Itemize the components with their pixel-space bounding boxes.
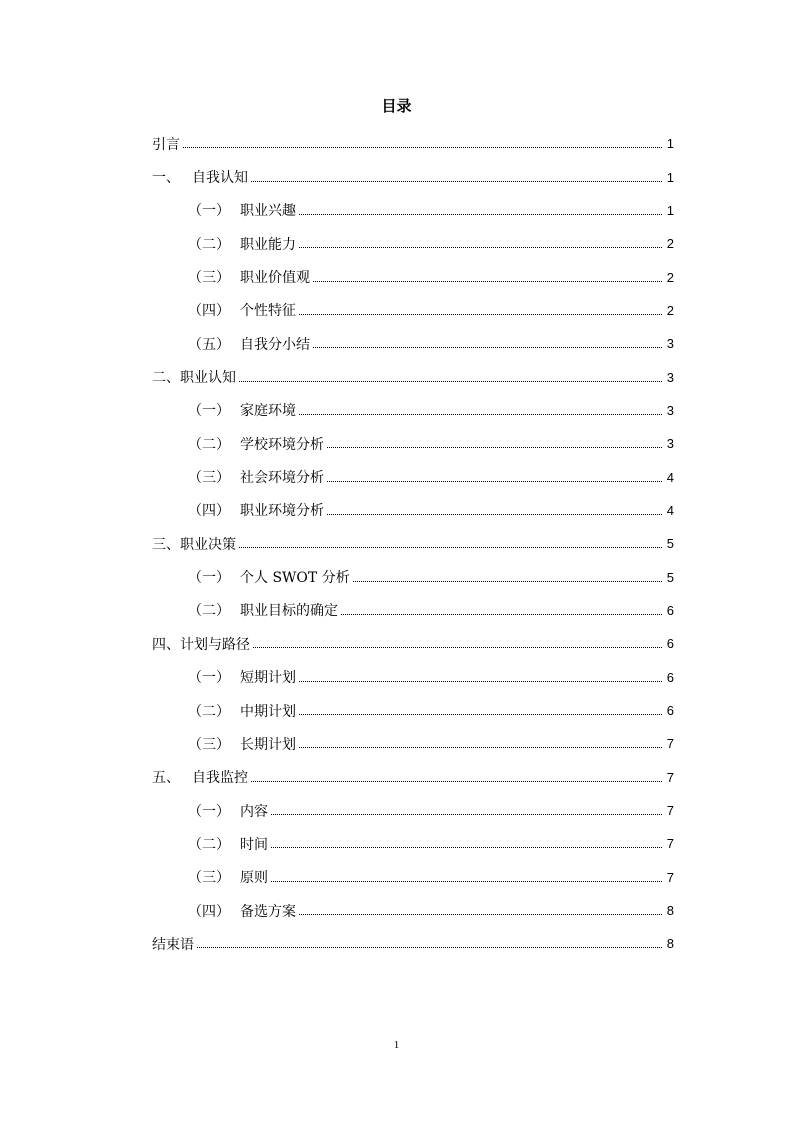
dot-leader [313,281,662,282]
toc-entry-number: （二） [188,236,230,253]
dot-leader [253,647,662,648]
dot-leader [341,614,662,615]
toc-entry-label: 四、计划与路径 [152,636,250,653]
toc-entry-page: 2 [666,269,674,285]
dot-leader [299,681,662,682]
dot-leader [313,347,662,348]
toc-entry[interactable] [152,727,674,760]
toc-entry-page: 2 [666,302,674,318]
toc-entry-label: 短期计划 [240,670,296,687]
toc-entry-label: 原则 [240,870,268,887]
toc-entry-page: 4 [666,469,674,485]
dot-leader [327,514,662,515]
toc-entry-number: （一） [188,403,230,420]
table-of-contents [152,127,674,961]
dot-leader [299,314,662,315]
toc-entry-number: （三） [188,270,230,287]
dot-leader [299,714,662,715]
toc-entry-label: 二、职业认知 [152,370,236,387]
toc-entry-page: 7 [666,869,674,885]
toc-entry-label: 长期计划 [240,736,296,753]
toc-entry-number: （四） [188,303,230,320]
toc-entry-number: （二） [188,603,230,620]
toc-entry-page: 6 [666,636,674,652]
toc-entry-number: （五） [188,336,230,353]
toc-entry[interactable] [152,560,674,593]
toc-entry-label: 职业环境分析 [240,503,324,520]
toc-entry-page: 3 [666,402,674,418]
toc-entry-label: 职业能力 [240,236,296,253]
toc-entry-label: 职业目标的确定 [240,603,338,620]
dot-leader [183,147,662,148]
toc-entry-number: （三） [188,736,230,753]
toc-entry-number: （四） [188,503,230,520]
toc-entry[interactable] [152,861,674,894]
toc-entry-page: 1 [666,169,674,185]
toc-entry-label: 学校环境分析 [240,436,324,453]
dot-leader [271,881,662,882]
toc-entry-page: 2 [666,236,674,252]
dot-leader [299,247,662,248]
toc-entry-label: 职业兴趣 [240,203,296,220]
toc-entry-page: 6 [666,703,674,719]
toc-entry[interactable] [152,761,674,794]
toc-entry-page: 8 [666,903,674,919]
toc-entry-page: 7 [666,803,674,819]
toc-entry-page: 5 [666,569,674,585]
toc-entry-number: （三） [188,870,230,887]
dot-leader [197,947,662,948]
toc-entry-label: 自我分小结 [240,336,310,353]
toc-entry-page: 8 [666,936,674,952]
dot-leader [299,914,662,915]
toc-entry-label: 引言 [152,136,180,153]
toc-entry-page: 1 [666,202,674,218]
toc-entry-label: 个性特征 [240,303,296,320]
toc-entry-page: 6 [666,602,674,618]
toc-entry[interactable] [152,661,674,694]
dot-leader [239,381,662,382]
toc-entry[interactable] [152,160,674,193]
toc-entry[interactable] [152,494,674,527]
toc-entry-label: 内容 [240,803,268,820]
page-number: 1 [393,1039,400,1051]
toc-entry[interactable] [152,394,674,427]
toc-entry[interactable] [152,294,674,327]
dot-leader [239,547,662,548]
toc-entry-label: 社会环境分析 [240,470,324,487]
toc-entry-number: （二） [188,836,230,853]
toc-entry-number: （二） [188,703,230,720]
page-title: 目录 [381,97,412,115]
toc-entry-label: 自我监控 [192,770,248,787]
toc-entry-number: （一） [188,803,230,820]
toc-entry-number: （一） [188,670,230,687]
toc-entry[interactable] [152,260,674,293]
toc-entry-page: 3 [666,369,674,385]
toc-entry-label: 个人 SWOT 分析 [240,570,350,587]
toc-entry[interactable] [152,694,674,727]
toc-entry[interactable] [152,827,674,860]
dot-leader [353,581,662,582]
dot-leader [327,447,662,448]
toc-entry-label: 家庭环境 [240,403,296,420]
toc-entry-label: 时间 [240,836,268,853]
dot-leader [271,847,662,848]
dot-leader [251,181,662,182]
toc-entry[interactable] [152,360,674,393]
toc-entry-page: 3 [666,436,674,452]
toc-entry-page: 6 [666,669,674,685]
toc-entry-label: 备选方案 [240,903,296,920]
toc-entry[interactable] [152,894,674,927]
toc-entry[interactable] [152,627,674,660]
toc-entry[interactable] [152,227,674,260]
toc-entry-label: 职业价值观 [240,270,310,287]
toc-entry[interactable] [152,594,674,627]
toc-entry-number: （一） [188,570,230,587]
toc-entry-number: （二） [188,436,230,453]
toc-entry-number: （四） [188,903,230,920]
dot-leader [251,781,662,782]
dot-leader [299,747,662,748]
toc-entry[interactable] [152,460,674,493]
toc-entry-page: 7 [666,736,674,752]
dot-leader [299,214,662,215]
toc-entry[interactable] [152,927,674,960]
toc-entry[interactable] [152,527,674,560]
dot-leader [299,414,662,415]
toc-entry-number: （一） [188,203,230,220]
toc-entry[interactable] [152,327,674,360]
toc-entry-number: （三） [188,470,230,487]
toc-entry-page: 5 [666,536,674,552]
toc-entry-page: 1 [666,136,674,152]
toc-entry-label: 中期计划 [240,703,296,720]
toc-entry[interactable] [152,194,674,227]
toc-entry[interactable] [152,794,674,827]
toc-entry-label: 三、职业决策 [152,536,236,553]
toc-entry-number: 五、 [152,770,180,787]
dot-leader [271,814,662,815]
toc-entry-label: 结束语 [152,936,194,953]
toc-entry-page: 4 [666,502,674,518]
toc-entry-label: 自我认知 [192,170,248,187]
toc-entry-page: 7 [666,836,674,852]
toc-entry-page: 3 [666,336,674,352]
dot-leader [327,481,662,482]
toc-entry-page: 7 [666,769,674,785]
toc-entry[interactable] [152,127,674,160]
toc-entry-number: 一、 [152,170,180,187]
toc-entry[interactable] [152,427,674,460]
